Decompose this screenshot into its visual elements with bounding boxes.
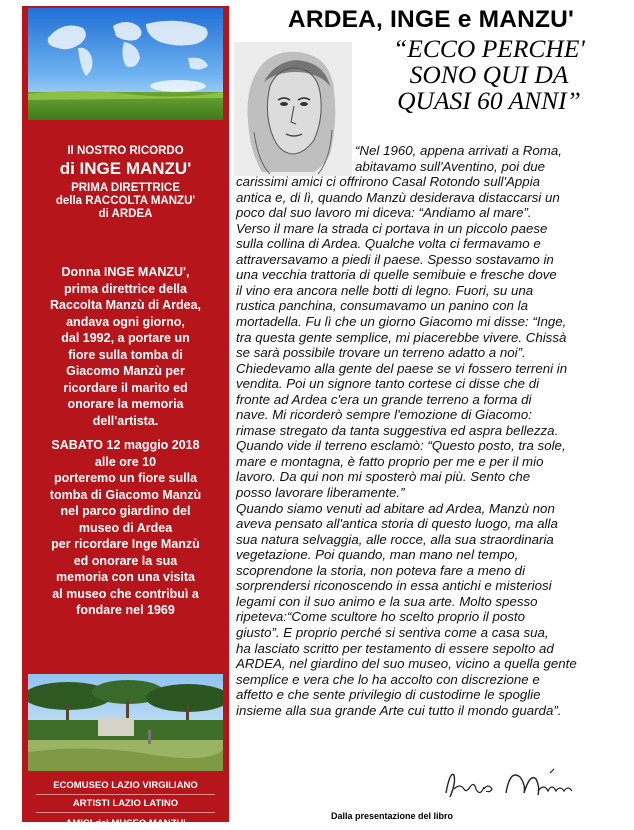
- page-title: ARDEA, INGE e MANZU': [287, 6, 575, 33]
- sidebar-divider: [36, 812, 215, 813]
- saturday-event-paragraph: SABATO 12 maggio 2018 alle ore 10 porteremo un fiore sulla tomba di Giacomo Manzù nel parco giardino del museo di Ardea per ricordare Inge Manzù ed onorare la sua memoria con una visita al museo che contribuì a fondare nel 1969: [49, 438, 202, 617]
- book-presentation-caption: Dalla presentazione del libro: [331, 811, 454, 821]
- museum-garden-photo: [28, 674, 223, 771]
- inge-manzu-heading: di INGE MANZU': [59, 159, 192, 178]
- sidebar-panel: [22, 6, 229, 829]
- ecomuseo-label: ECOMUSEO LAZIO VIRGILIANO: [53, 780, 198, 791]
- amici-museo-label: AMICI del MUSEO MANZU': [65, 818, 186, 829]
- article-body: “Nel 1960, appena arrivati a Roma, abitavamo sull'Aventino, poi due carissimi amici ci offrirono Casal Rotondo sull'Appia antica e, di lì, quando Manzù desiderava distaccarsi un poco dal suo lavoro mi diceva: “Andiamo al mare”. Verso il mare la strada ci portava in un piccolo paese sulla collina di Ardea. Qualche volta ci fermavamo e attraversavamo a piedi il paese. Spesso sostavamo in una vecchia trattoria di quelle semibuie e fresche dove il vino era ancora nelle botti di legno. Fuori, su una rustica panchina, consumavamo un panino con la mortadella. Fu lì che un giorno Giacomo mi disse: “Inge, tra questa gente semplice, mi piacerebbe vivere. Chissà se sarà possibile trovare un terreno adatto a noi”. Chiedevamo alla gente del paese se vi fossero terreni in vendita. Poi un signore tanto cortese ci disse che di fronte ad Ardea c'era un grande terreno a forma di nave. Mi ricorderò sempre l'emozione di Giacomo: rimase stregato da tanta suggestiva ed aspra bellezza. Quando vide il terreno esclamò: “Questo posto, tra sole, mare e montagna, è fatto proprio per me e per il mio lavoro. Da qui non mi sposterò mai più. Sento che posso lavorare liberamente.” Quando siamo venuti ad abitare ad Ardea, Manzù non aveva pensato all'antica storia di questo luogo, ma alla sua natura selvaggia, alle rocce, alla sua straordinaria vegetazione. Poi quando, man mano nel tempo, scoprendone la storia, non poteva fare a meno di sorprendersi riconoscendo in essa antichi e misteriosi legami con il suo animo e la sua arte. Molto spesso ripeteva:“Come scultore ho scelto proprio il posto giusto”. E proprio perché si sentiva come a casa sua, ha lasciato scritto per testamento di essere sepolto ad ARDEA, nel giardino del suo museo, vicino a quella gente semplice e vera che lo ha accolto con discrezione e affetto e che sente privilegio di custodirne le spoglie insieme alla sua grande Arte cui tutto il mondo guarda”.: [236, 143, 577, 718]
- our-memory-heading: Il NOSTRO RICORDO: [67, 145, 184, 157]
- handwritten-signature: [440, 763, 580, 805]
- artisti-label: ARTISTI LAZIO LATINO: [72, 798, 179, 809]
- quote-subtitle: “ECCO PERCHE' SONO QUI DA QUASI 60 ANNI”: [393, 34, 585, 115]
- sidebar-divider: [36, 794, 215, 795]
- first-director-heading: PRIMA DIRETTRICE della RACCOLTA MANZU' di ARDEA: [55, 182, 196, 220]
- world-map-landscape-image: [28, 8, 223, 120]
- donna-inge-paragraph: Donna INGE MANZU', prima direttrice della Raccolta Manzù di Ardea, andava ogni giorno, dal 1992, a portare un fiore sulla tomba di Giacomo Manzù per ricordare il marito ed onorare la memoria dell'artista.: [50, 265, 201, 428]
